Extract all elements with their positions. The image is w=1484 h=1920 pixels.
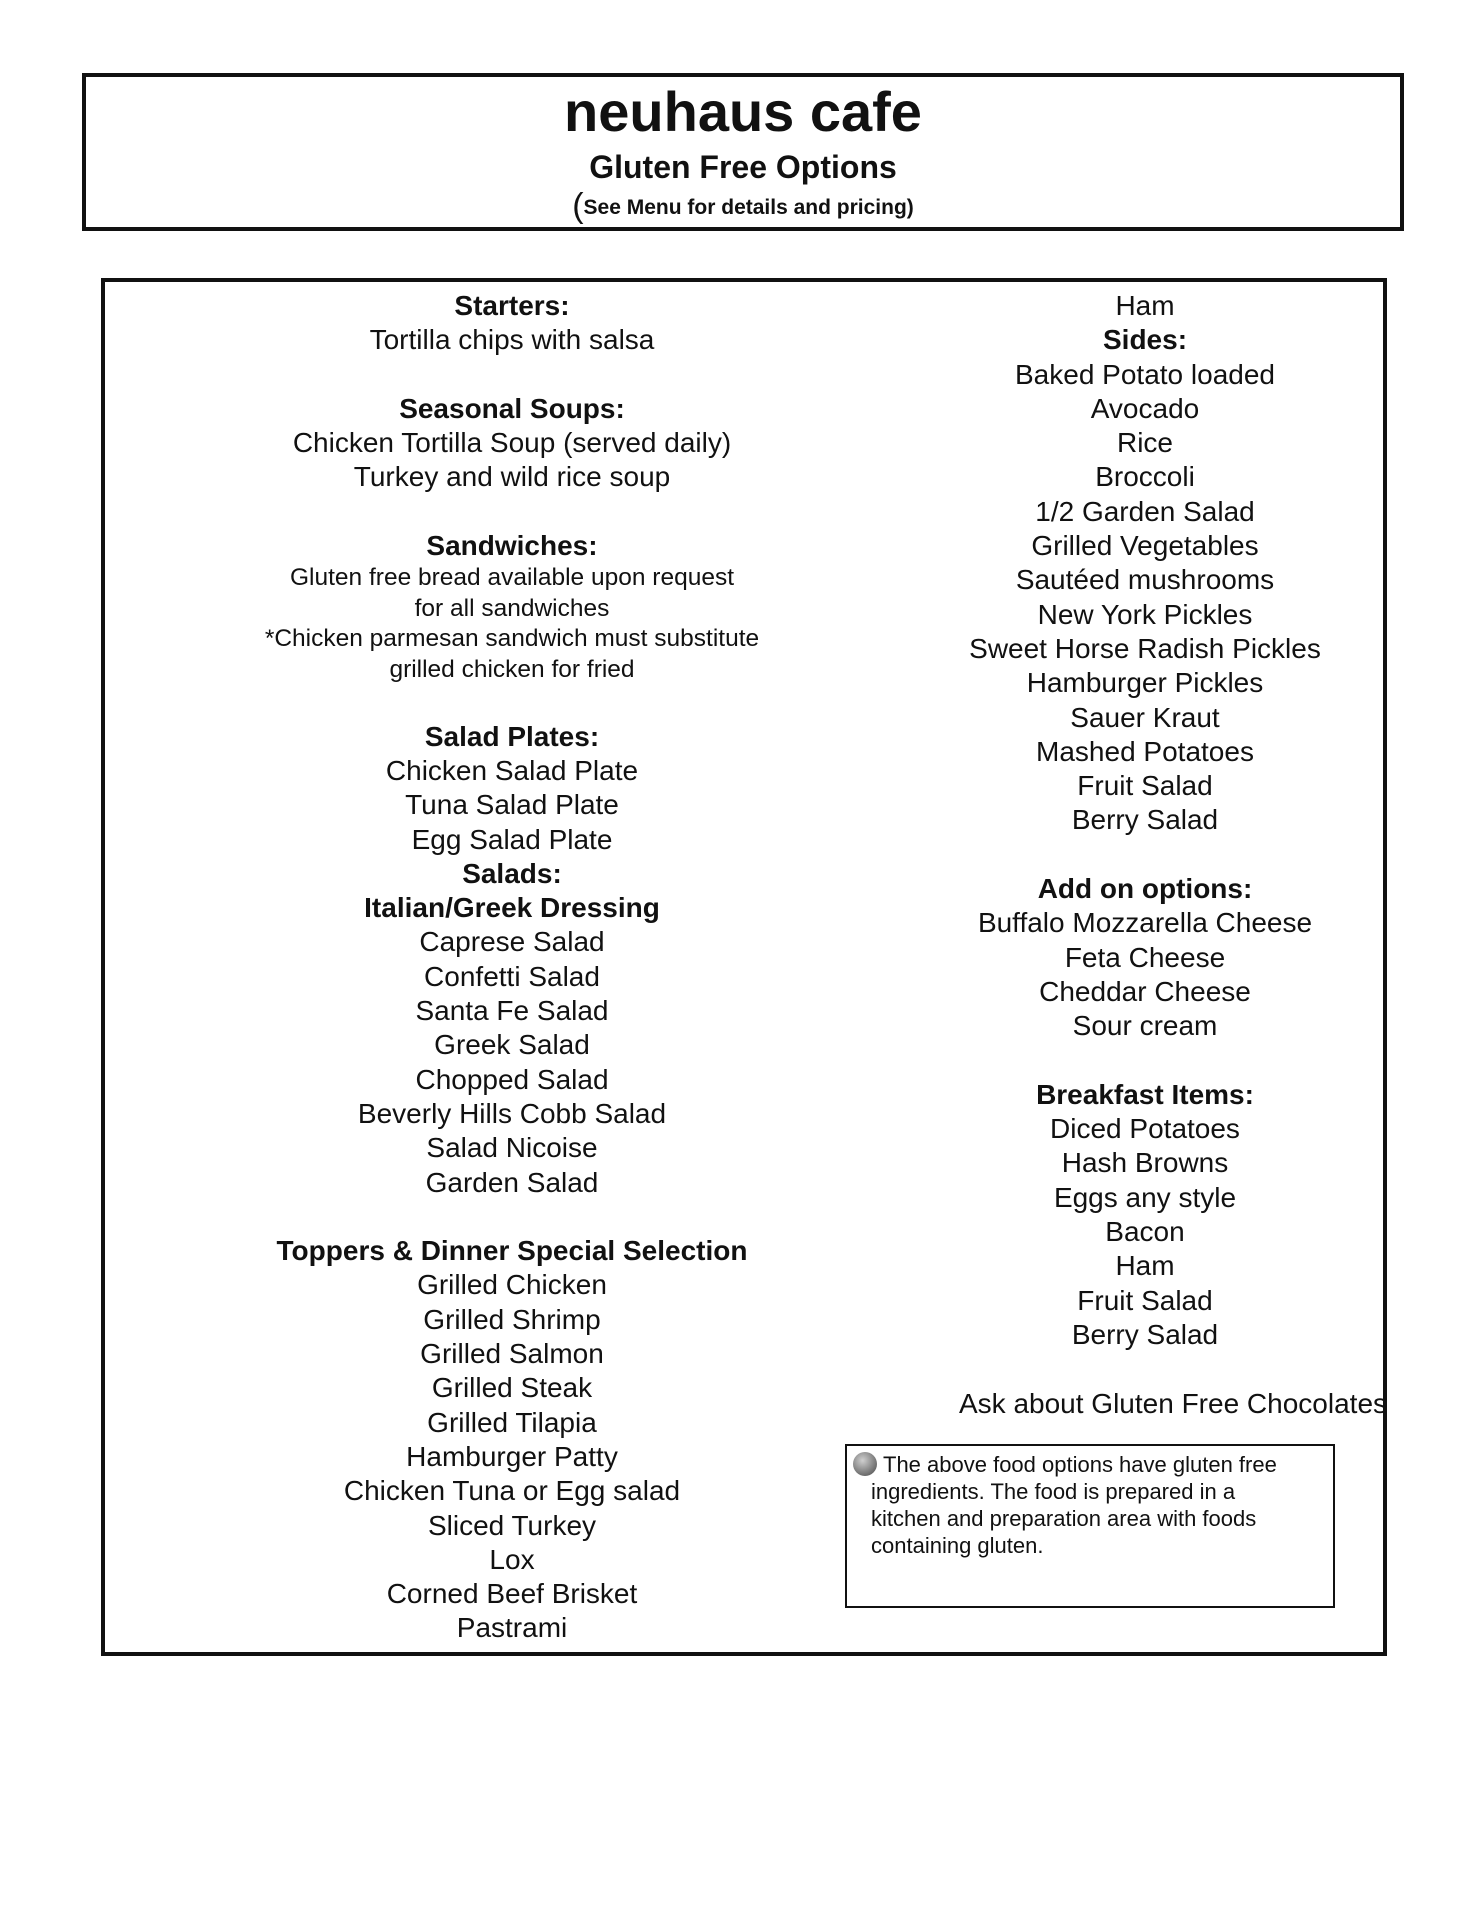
menu-item: Grilled Vegetables bbox=[1031, 530, 1259, 562]
menu-item: Greek Salad bbox=[434, 1029, 590, 1061]
cafe-title: neuhaus cafe bbox=[564, 80, 922, 143]
menu-item: Beverly Hills Cobb Salad bbox=[357, 1097, 667, 1129]
menu-item: Egg Salad Plate bbox=[411, 823, 613, 855]
salads-dressing-subheading: Italian/Greek Dressing bbox=[364, 892, 660, 924]
menu-item: Tortilla chips with salsa bbox=[369, 324, 655, 356]
menu-item: Sliced Turkey bbox=[427, 1509, 597, 1541]
menu-item: Avocado bbox=[1090, 392, 1200, 424]
addons-heading: Add on options: bbox=[1037, 873, 1253, 905]
bullet-icon bbox=[853, 1452, 877, 1476]
menu-item: Santa Fe Salad bbox=[415, 995, 609, 1027]
sandwich-note-line: for all sandwiches bbox=[414, 594, 610, 622]
menu-item: Broccoli bbox=[1095, 461, 1195, 493]
menu-item: Chicken Tortilla Soup (served daily) bbox=[292, 427, 732, 459]
menu-item: Sour cream bbox=[1072, 1010, 1218, 1042]
menu-item: Ham bbox=[1115, 1250, 1175, 1282]
menu-item: Tuna Salad Plate bbox=[405, 789, 619, 821]
menu-item: Berry Salad bbox=[1071, 804, 1219, 836]
soups-heading: Seasonal Soups: bbox=[399, 392, 625, 424]
menu-item: Grilled Steak bbox=[431, 1372, 593, 1404]
menu-item: Salad Nicoise bbox=[426, 1132, 598, 1164]
menu-item: Buffalo Mozzarella Cheese bbox=[977, 907, 1313, 939]
chocolates-note: Ask about Gluten Free Chocolates bbox=[959, 1387, 1388, 1419]
menu-item: Chicken Tuna or Egg salad bbox=[343, 1475, 681, 1507]
notice-line: The above food options have gluten free bbox=[883, 1452, 1277, 1477]
menu-item: Eggs any style bbox=[1053, 1181, 1237, 1213]
menu-item: Rice bbox=[1116, 427, 1173, 459]
sandwich-note-line: *Chicken parmesan sandwich must substitute bbox=[264, 625, 760, 653]
sides-heading: Sides: bbox=[1102, 324, 1188, 356]
menu-item: Hash Browns bbox=[1061, 1147, 1229, 1179]
menu-item: Fruit Salad bbox=[1077, 770, 1213, 802]
menu-item: Chicken Salad Plate bbox=[385, 754, 639, 786]
header-box bbox=[82, 73, 1404, 231]
sandwich-note-line: grilled chicken for fried bbox=[389, 655, 635, 683]
starters-heading: Starters: bbox=[454, 290, 570, 321]
menu-item: Pastrami bbox=[456, 1612, 568, 1644]
menu-item: Caprese Salad bbox=[419, 926, 605, 958]
left-column bbox=[113, 289, 911, 1646]
menu-item: Bacon bbox=[1105, 1216, 1185, 1248]
salad-plates-heading: Salad Plates: bbox=[424, 720, 600, 752]
menu-item: Sweet Horse Radish Pickles bbox=[969, 632, 1321, 664]
menu-item: Grilled Chicken bbox=[417, 1269, 607, 1301]
menu-item: Grilled Salmon bbox=[420, 1338, 604, 1370]
note-paren: ( bbox=[572, 187, 584, 225]
menu-item: Feta Cheese bbox=[1064, 941, 1226, 973]
sandwiches-heading: Sandwiches: bbox=[426, 530, 598, 562]
menu-item: Sauer Kraut bbox=[1070, 701, 1220, 733]
menu-item: Diced Potatoes bbox=[1050, 1113, 1240, 1145]
menu-item: Berry Salad bbox=[1071, 1318, 1219, 1350]
sandwich-note-line: Gluten free bread available upon request bbox=[289, 564, 735, 592]
menu-item: Garden Salad bbox=[425, 1166, 599, 1198]
notice-line: kitchen and preparation area with foods bbox=[871, 1506, 1257, 1531]
menu-item: Sautéed mushrooms bbox=[1015, 564, 1275, 596]
menu-item: Ham bbox=[1115, 290, 1175, 321]
menu-item: Chopped Salad bbox=[415, 1063, 609, 1095]
menu-item: 1/2 Garden Salad bbox=[1035, 495, 1255, 527]
notice-line: containing gluten. bbox=[871, 1533, 1044, 1558]
menu-note bbox=[86, 187, 1400, 226]
menu-item: Confetti Salad bbox=[424, 960, 600, 992]
menu-item: Baked Potato loaded bbox=[1015, 358, 1275, 390]
menu-item: Fruit Salad bbox=[1077, 1284, 1213, 1316]
notice-line: ingredients. The food is prepared in a bbox=[871, 1479, 1236, 1504]
menu-item: Cheddar Cheese bbox=[1039, 975, 1251, 1007]
menu-item: Hamburger Patty bbox=[406, 1440, 618, 1472]
gluten-notice-box bbox=[845, 1444, 1335, 1608]
breakfast-heading: Breakfast Items: bbox=[1036, 1078, 1254, 1110]
menu-item: Grilled Tilapia bbox=[427, 1406, 597, 1438]
menu-item: Turkey and wild rice soup bbox=[353, 461, 671, 493]
menu-item: Mashed Potatoes bbox=[1036, 735, 1254, 767]
menu-item: New York Pickles bbox=[1037, 598, 1253, 630]
salads-heading: Salads: bbox=[462, 857, 562, 889]
note-text: See Menu for details and pricing) bbox=[583, 196, 914, 219]
menu-item: Lox bbox=[489, 1543, 535, 1575]
menu-item: Grilled Shrimp bbox=[423, 1303, 601, 1335]
menu-item: Hamburger Pickles bbox=[1026, 667, 1264, 699]
menu-item: Corned Beef Brisket bbox=[386, 1578, 638, 1610]
toppers-heading: Toppers & Dinner Special Selection bbox=[276, 1235, 748, 1267]
right-column bbox=[825, 289, 1465, 1421]
page-subtitle: Gluten Free Options bbox=[589, 149, 897, 185]
